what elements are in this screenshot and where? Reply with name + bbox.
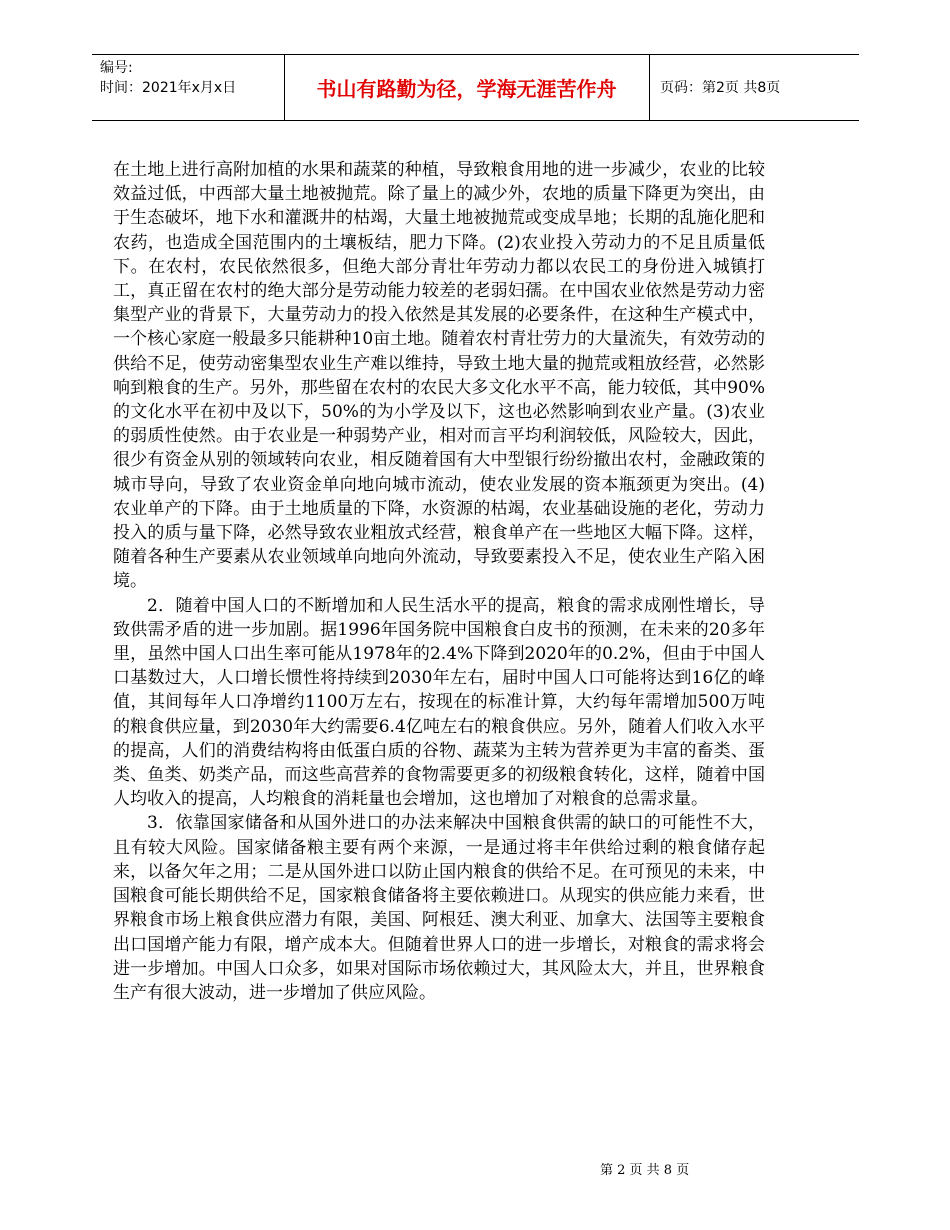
page-footer: 第 2 页 共 8 页 (600, 1163, 690, 1178)
header-separator-right (649, 54, 650, 120)
header-page-label: 页码：第2页 共8页 (660, 80, 781, 96)
header-motto: 书山有路勤为径，学海无涯苦作舟 (316, 77, 617, 101)
serial-label: 编号: (100, 60, 133, 76)
header-meta (100, 58, 236, 98)
header-bottom-rule (92, 120, 859, 121)
paragraph-2: 2．随着中国人口的不断增加和人民生活水平的提高，粮食的需求成刚性增长，导致供需矛盾的进一步加剧。据1996年国务院中国粮食白皮书的预测，在未来的20多年里，虽然中国人口出生率可能从1978年的2.4%下降到2020年的0.2%，但由于中国人口基数过大，人口增长惯性将持续到2030年左右，届时中国人口可能将达到16亿的峰值，其间每年人口净增约1100万左右，按现在的标准计算，大约每年需增加500万吨的粮食供应量，到2030年大约需要6.4亿吨左右的粮食供应。另外，随着人们收入水平的提高，人们的消费结构将由低蛋白质的谷物、蔬菜为主转为营养更为丰富的畜类、蛋类、鱼类、奶类产品，而这些高营养的食物需要更多的初级粮食转化，这样，随着中国人均收入的提高，人均粮食的消耗量也会增加，这也增加了对粮食的总需求量。 (113, 595, 765, 810)
time-label: 时间：2021年x月x日 (100, 80, 237, 96)
paragraph-3: 3．依靠国家储备和从国外进口的办法来解决中国粮食供需的缺口的可能性不大，且有较大风险。国家储备粮主要有两个来源，一是通过将丰年供给过剩的粮食储存起来，以备欠年之用；二是从国外进口以防止国内粮食的供给不足。在可预见的未来，中国粮食可能长期供给不足，国家粮食储备将主要依赖进口。从现实的供应能力来看，世界粮食市场上粮食供应潜力有限，美国、阿根廷、澳大利亚、加拿大、法国等主要粮食出口国增产能力有限，增产成本大。但随着世界人口的进一步增长，对粮食的需求将会进一步增加。中国人口众多，如果对国际市场依赖过大，其风险太大，并且，世界粮食生产有很大波动，进一步增加了供应风险。 (113, 813, 765, 1003)
header-top-rule (92, 54, 859, 55)
document-body (113, 158, 765, 1005)
paragraph-1: 在土地上进行高附加植的水果和蔬菜的种植，导致粮食用地的进一步减少，农业的比较效益过低，中西部大量土地被抛荒。除了量上的减少外，农地的质量下降更为突出，由于生态破坏，地下水和灌溉井的枯竭，大量土地被抛荒或变成旱地；长期的乱施化肥和农药，也造成全国范围内的土壤板结，肥力下降。(2)农业投入劳动力的不足且质量低下。在农村，农民依然很多，但绝大部分青壮年劳动力都以农民工的身份进入城镇打工，真正留在农村的绝大部分是劳动能力较差的老弱妇孺。在中国农业依然是劳动力密集型产业的背景下，大量劳动力的投入依然是其发展的必要条件，在这种生产模式中，一个核心家庭一般最多只能耕种10亩土地。随着农村青壮劳力的大量流失，有效劳动的供给不足，使劳动密集型农业生产难以维持，导致土地大量的抛荒或粗放经营，必然影响到粮食的生产。另外，那些留在农村的农民大多文化水平不高，能力较低，其中90%的文化水平在初中及以下，50%的为小学及以下，这也必然影响到农业产量。(3)农业的弱质性使然。由于农业是一种弱势产业，相对而言平均利润较低，风险较大，因此，很少有资金从别的领域转向农业，相反随着国有大中型银行纷纷撤出农村，金融政策的城市导向，导致了农业资金单向地向城市流动，使农业发展的资本瓶颈更为突出。(4)农业单产的下降。由于土地质量的下降，水资源的枯竭，农业基础设施的老化，劳动力投入的质与量下降，必然导致农业粗放式经营，粮食单产在一些地区大幅下降。这样，随着各种生产要素从农业领域单向地向外流动，导致要素投入不足，使农业生产陷入困境。 (113, 160, 765, 592)
